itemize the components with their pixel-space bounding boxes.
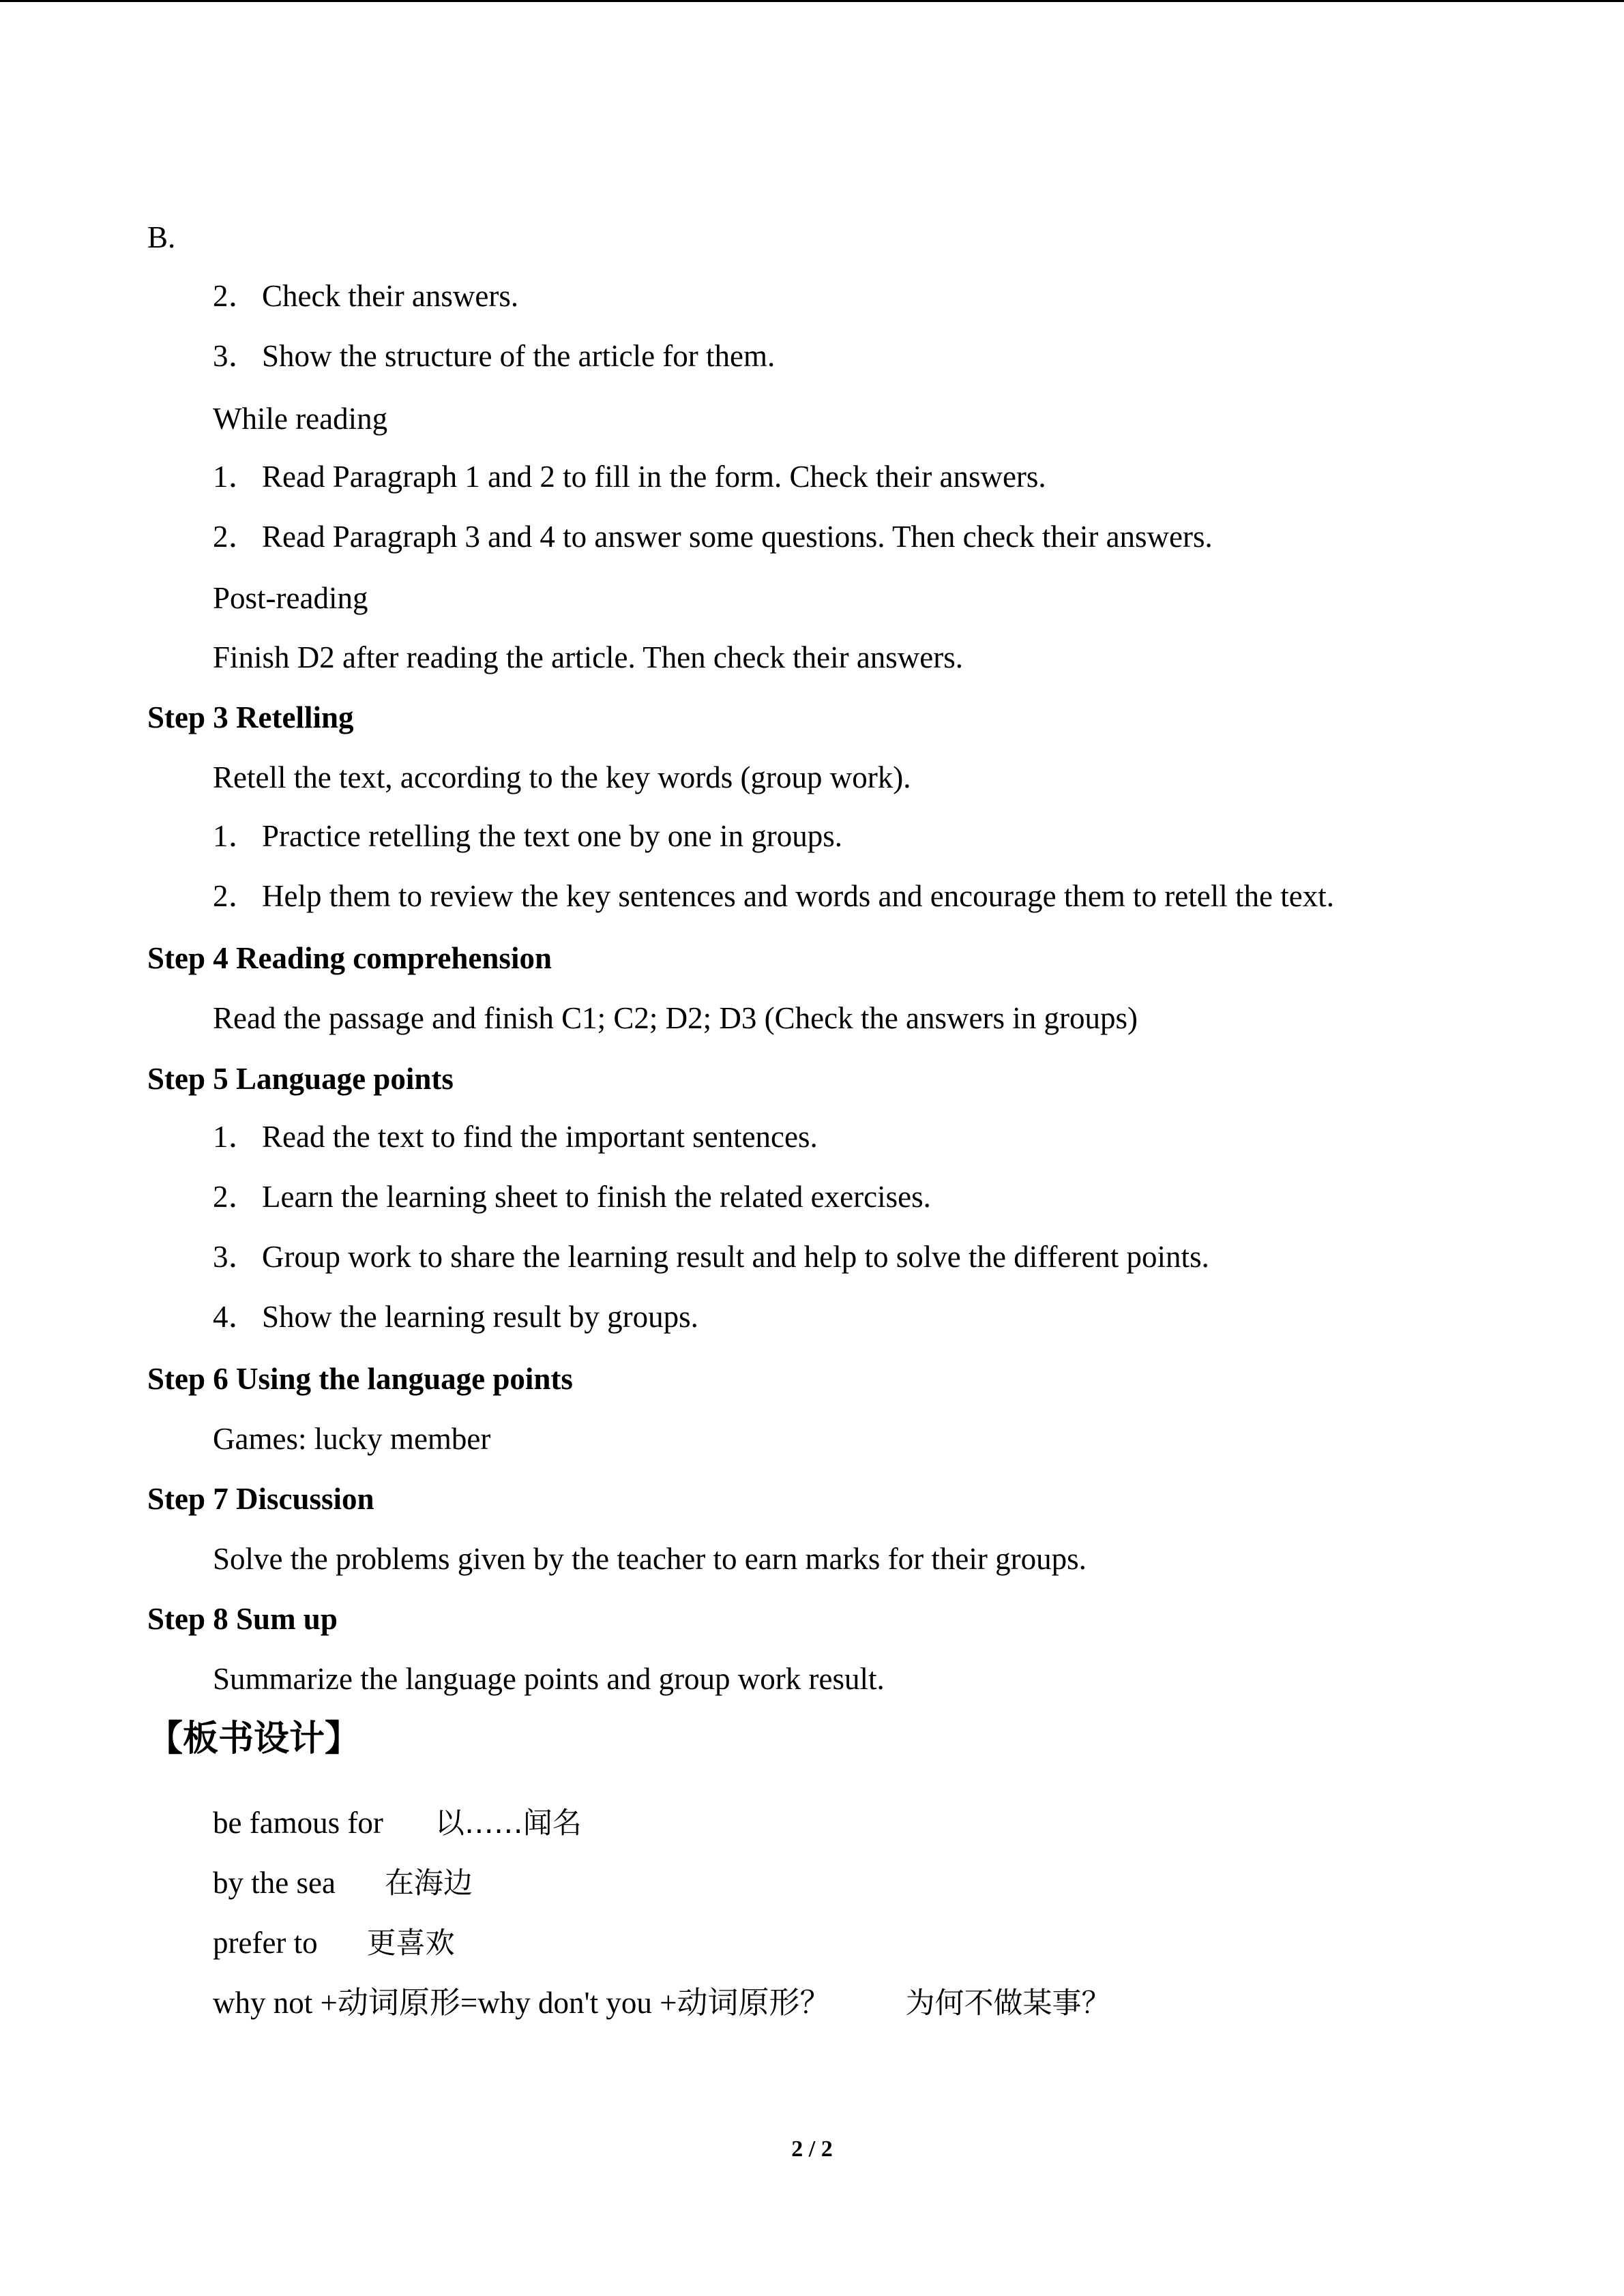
list-item-text: Read Paragraph 3 and 4 to answer some questions. Then check their answers.	[262, 520, 1213, 554]
board-entry-english: be famous for	[213, 1806, 383, 1840]
list-item-number: 2．	[213, 520, 259, 554]
list-item	[213, 877, 1334, 915]
list-item	[213, 817, 842, 855]
list-item	[213, 458, 1046, 496]
page-number: 2 / 2	[791, 2136, 833, 2162]
step4-heading: Step 4 Reading comprehension	[147, 941, 552, 975]
list-item	[213, 337, 775, 375]
board-entry	[213, 1984, 1111, 2023]
list-item-number: 1．	[213, 460, 259, 494]
board-entry-english: by the sea	[213, 1866, 336, 1900]
post-reading-text: Finish D2 after reading the article. Then check their answers.	[213, 640, 964, 674]
board-entry-english: prefer to	[213, 1926, 318, 1960]
list-item-number: 2．	[213, 279, 259, 313]
board-entry	[213, 1864, 473, 1903]
step8-heading: Step 8 Sum up	[147, 1602, 338, 1636]
list-item-text: Check their answers.	[262, 279, 519, 313]
list-item	[213, 1298, 698, 1336]
step5-heading: Step 5 Language points	[147, 1062, 454, 1096]
step7-text: Solve the problems given by the teacher to earn marks for their groups.	[213, 1542, 1087, 1576]
board-entry-chinese: 在海边	[384, 1866, 473, 1900]
list-item-number: 1．	[213, 819, 259, 853]
list-item-number: 4．	[213, 1300, 259, 1334]
list-item	[213, 518, 1213, 556]
list-item-number: 2．	[213, 1180, 259, 1214]
list-item	[213, 1118, 818, 1156]
continued-item-label: B.	[147, 220, 176, 254]
list-item-text: Show the learning result by groups.	[262, 1300, 698, 1334]
list-item-number: 2．	[213, 879, 259, 913]
list-item-number: 1．	[213, 1120, 259, 1154]
board-entry-chinese: 更喜欢	[366, 1926, 455, 1960]
list-item-number: 3．	[213, 1240, 259, 1274]
list-item-number: 3．	[213, 339, 259, 373]
list-item	[213, 277, 518, 315]
list-item-text: Show the structure of the article for them.	[262, 339, 776, 373]
step3-heading: Step 3 Retelling	[147, 700, 354, 734]
post-reading-label: Post-reading	[213, 581, 368, 615]
step6-heading: Step 6 Using the language points	[147, 1362, 573, 1396]
board-entry	[213, 1804, 582, 1843]
step7-heading: Step 7 Discussion	[147, 1482, 374, 1516]
list-item-text: Practice retelling the text one by one in groups.	[262, 819, 843, 853]
board-design-title: 【板书设计】	[147, 1718, 361, 1759]
list-item-text: Read the text to find the important sentences.	[262, 1120, 818, 1154]
step6-text: Games: lucky member	[213, 1422, 491, 1456]
step4-text: Read the passage and finish C1; C2; D2; D3 (Check the answers in groups)	[213, 1001, 1138, 1035]
step3-text: Retell the text, according to the key words (group work).	[213, 760, 911, 794]
list-item-text: Help them to review the key sentences and words and encourage them to retell the text.	[262, 879, 1334, 913]
board-entry-chinese: 以……闻名	[434, 1806, 582, 1840]
list-item	[213, 1178, 931, 1216]
while-reading-label: While reading	[213, 402, 388, 436]
board-entry-english: why not +动词原形=why don't you +动词原形？	[213, 1986, 831, 2020]
list-item-text: Learn the learning sheet to finish the related exercises.	[262, 1180, 931, 1214]
list-item-text: Read Paragraph 1 and 2 to fill in the form. Check their answers.	[262, 460, 1046, 494]
board-entry-chinese: 为何不做某事？	[905, 1986, 1111, 2021]
list-item-text: Group work to share the learning result and help to solve the different points.	[262, 1240, 1209, 1274]
step8-text: Summarize the language points and group work result.	[213, 1662, 885, 1696]
list-item	[213, 1238, 1209, 1276]
board-entry	[213, 1924, 455, 1963]
